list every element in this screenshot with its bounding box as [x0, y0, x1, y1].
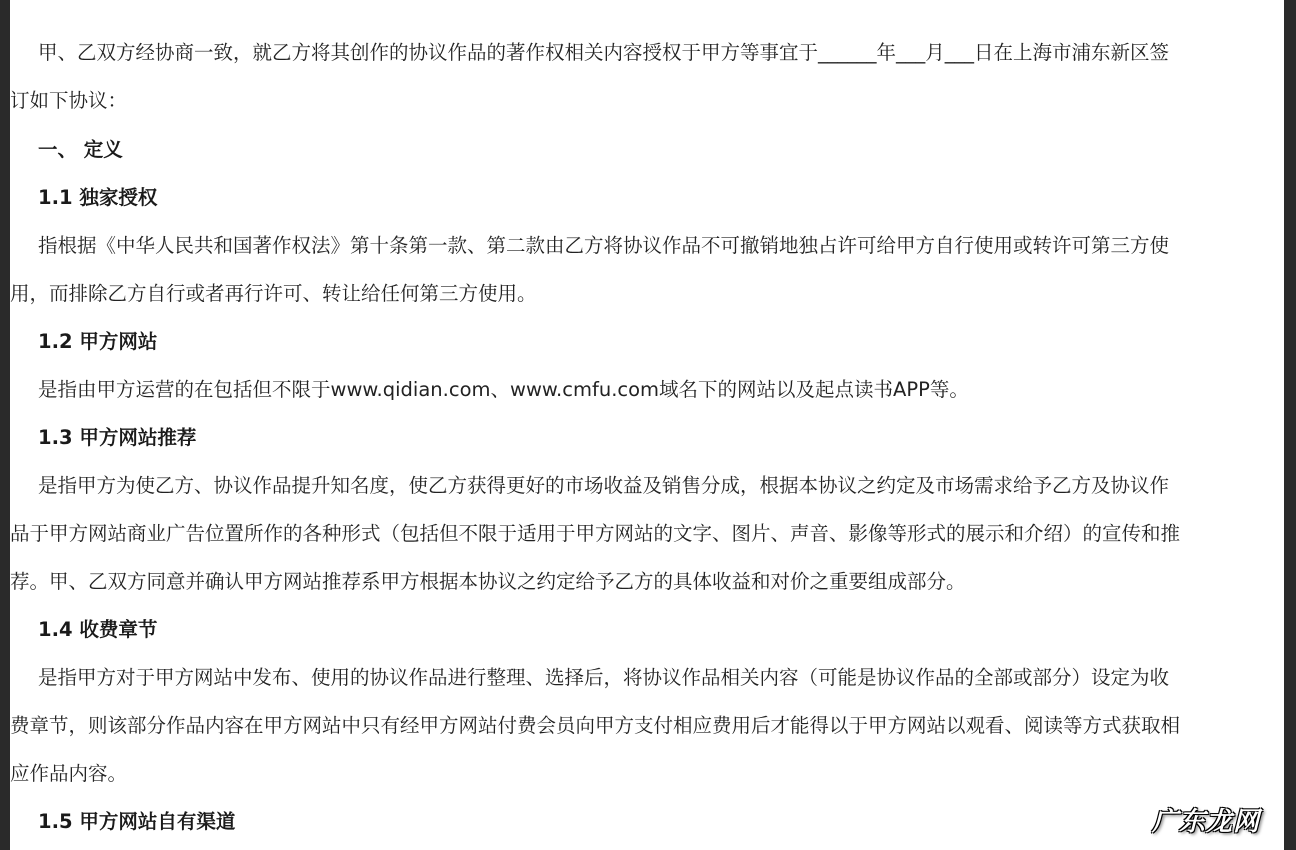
section-1-3-line-2: 品于甲方网站商业广告位置所作的各种形式（包括但不限于适用于甲方网站的文字、图片、声音、影像等形式的展示和介绍）的宣传和推	[10, 522, 1181, 545]
watermark-text: 广东龙网	[1151, 807, 1260, 837]
section-1-1-title: 1.1 独家授权	[38, 186, 158, 209]
section-1-2-line-1: 是指由甲方运营的在包括但不限于www.qidian.com、www.cmfu.com域名下的网站以及起点读书APP等。	[38, 378, 969, 401]
section-1-3-title: 1.3 甲方网站推荐	[38, 426, 197, 449]
section-1-4-title: 1.4 收费章节	[38, 618, 158, 641]
section-1-title: 一、 定义	[38, 138, 123, 161]
section-1-4-line-3: 应作品内容。	[10, 762, 128, 785]
section-1-5-title: 1.5 甲方网站自有渠道	[38, 810, 236, 833]
section-1-1-line-2: 用，而排除乙方自行或者再行许可、转让给任何第三方使用。	[10, 282, 537, 305]
left-frame-edge	[0, 0, 10, 850]
section-1-1-line-1: 指根据《中华人民共和国著作权法》第十条第一款、第二款由乙方将协议作品不可撤销地独占许可给甲方自行使用或转许可第三方使	[38, 234, 1170, 257]
intro-line-2: 订如下协议：	[10, 89, 128, 112]
section-1-3-line-1: 是指甲方为使乙方、协议作品提升知名度，使乙方获得更好的市场收益及销售分成，根据本协议之约定及市场需求给予乙方及协议作	[38, 474, 1170, 497]
section-1-2-title: 1.2 甲方网站	[38, 330, 158, 353]
intro-line-1: 甲、乙双方经协商一致，就乙方将其创作的协议作品的著作权相关内容授权于甲方等事宜于______年___月___日在上海市浦东新区签	[38, 41, 1170, 64]
document-page	[10, 0, 1284, 850]
right-frame-edge	[1284, 0, 1296, 850]
section-1-3-line-3: 荐。甲、乙双方同意并确认甲方网站推荐系甲方根据本协议之约定给予乙方的具体收益和对价之重要组成部分。	[10, 570, 966, 593]
section-1-4-line-1: 是指甲方对于甲方网站中发布、使用的协议作品进行整理、选择后，将协议作品相关内容（可能是协议作品的全部或部分）设定为收	[38, 666, 1170, 689]
section-1-4-line-2: 费章节，则该部分作品内容在甲方网站中只有经甲方网站付费会员向甲方支付相应费用后才能得以于甲方网站以观看、阅读等方式获取相	[10, 714, 1181, 737]
